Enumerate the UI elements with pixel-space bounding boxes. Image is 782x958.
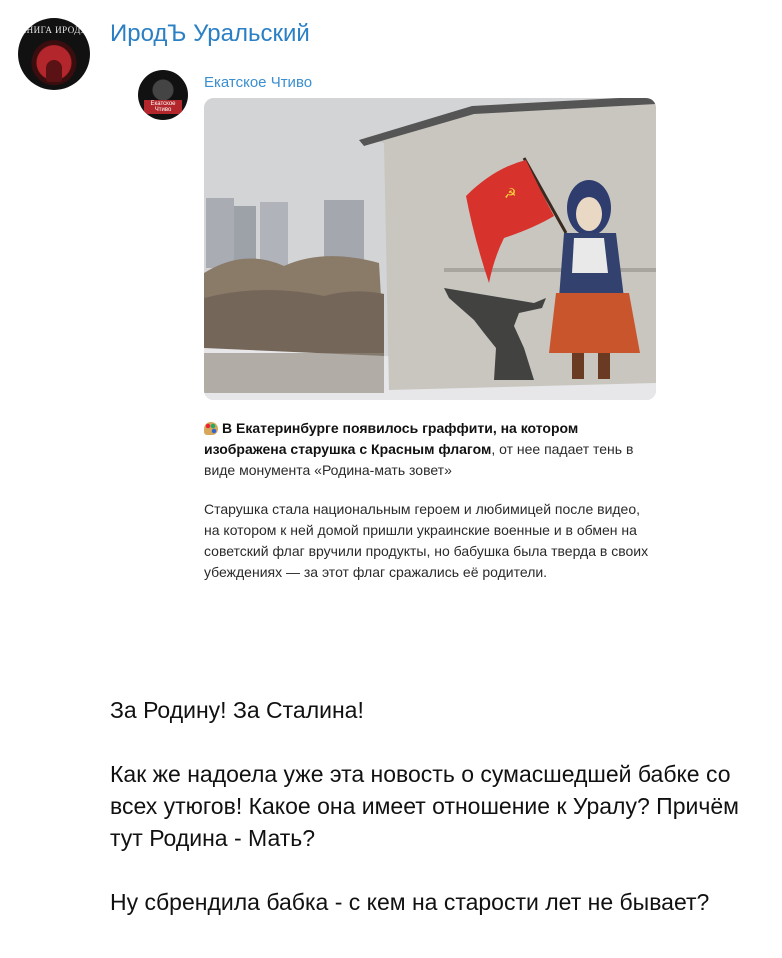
shirt bbox=[572, 238, 608, 273]
face bbox=[576, 197, 602, 231]
skirt bbox=[549, 293, 640, 353]
post-headline bbox=[204, 418, 654, 481]
legs bbox=[598, 353, 610, 379]
message-paragraph-2: Как же надоела уже эта новость о сумасшедшей бабке со всех утюгов! Какое она имеет отношение к Уралу? Причём тут Родина - Мать? bbox=[110, 761, 739, 851]
channel-name[interactable]: ИродЪ Уральский bbox=[110, 20, 310, 47]
source-avatar-label: Екатское Чтиво bbox=[144, 100, 182, 114]
message-line-1: За Родину! За Сталина! bbox=[110, 697, 364, 723]
post-headline-rest: , от нее падает тень в виде монумента «Родина-мать зовет» bbox=[204, 441, 634, 478]
legs bbox=[572, 353, 584, 379]
graffiti-illustration bbox=[204, 98, 656, 400]
post-headline-bold: В Екатеринбурге появилось граффити, на котором изображена старушка с Красным флагом bbox=[204, 420, 579, 457]
message-text bbox=[110, 694, 750, 918]
post-body: Старушка стала национальным героем и любимицей после видео, на котором к ней домой пришли украинские военные и в обмен на советский флаг вручили продукты, но бабушка была тверда в своих убеждениях — за этот флаг сражались её родители. bbox=[204, 501, 649, 580]
channel-avatar[interactable] bbox=[18, 18, 90, 90]
building-shape bbox=[260, 202, 288, 268]
post-photo[interactable] bbox=[204, 98, 656, 400]
svg-text:☭: ☭ bbox=[504, 186, 517, 202]
palette-icon bbox=[204, 422, 218, 435]
channel-avatar-text: КНИГА ИРОДА bbox=[20, 25, 88, 35]
post-text bbox=[204, 418, 654, 583]
building-shape bbox=[206, 198, 234, 268]
message-paragraph-3: Ну сбрендила бабка - с кем на старости лет не бывает? bbox=[110, 889, 710, 915]
source-name[interactable]: Екатское Чтиво bbox=[204, 74, 313, 91]
trees-shape bbox=[204, 290, 384, 358]
source-avatar[interactable] bbox=[138, 70, 188, 120]
avatar-figure-icon bbox=[46, 60, 62, 82]
